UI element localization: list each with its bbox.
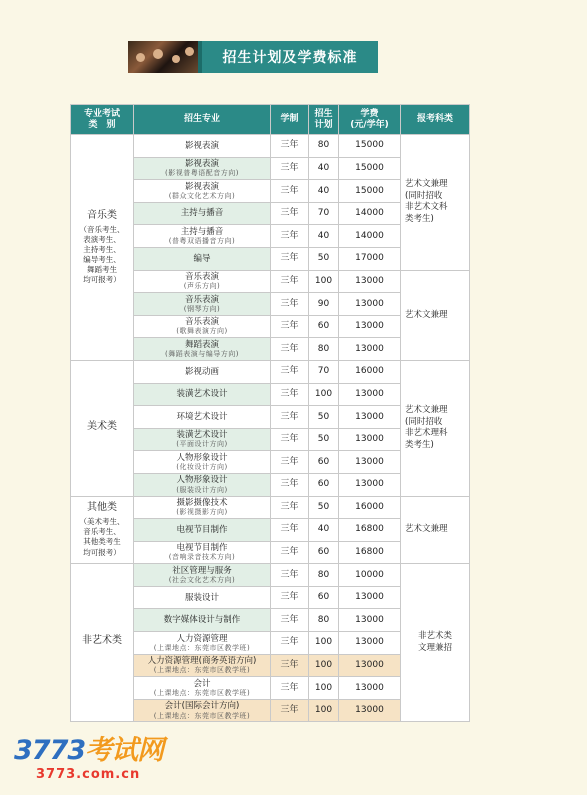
major-cell: 影视表演 (134, 135, 271, 158)
duration-cell: 三年 (271, 360, 309, 383)
header-category: 专业考试 类 别 (71, 105, 134, 135)
fee-cell: 13000 (339, 293, 401, 316)
fee-cell: 13000 (339, 315, 401, 338)
major-cell: 主持与播音 (134, 202, 271, 225)
major-cell: 数字媒体设计与制作 (134, 609, 271, 632)
plan-cell: 100 (309, 270, 339, 293)
table-row (71, 135, 470, 158)
duration-cell: 三年 (271, 473, 309, 496)
fee-cell: 16000 (339, 496, 401, 519)
category-cell-art (71, 360, 134, 496)
plan-cell: 50 (309, 496, 339, 519)
plan-cell: 50 (309, 247, 339, 270)
fee-cell: 13000 (339, 473, 401, 496)
duration-cell: 三年 (271, 270, 309, 293)
major-cell: 人物形象设计 (化妆设计方向) (134, 451, 271, 474)
plan-cell: 40 (309, 157, 339, 180)
major-cell: 装潢艺术设计 (134, 383, 271, 406)
table-row (71, 564, 470, 587)
category-cell-other (71, 496, 134, 564)
plan-cell: 50 (309, 406, 339, 429)
plan-cell: 50 (309, 428, 339, 451)
duration-cell: 三年 (271, 586, 309, 609)
fee-cell: 13000 (339, 383, 401, 406)
category-note: （音乐考生、 表演考生、 主持考生、 编导考生、 舞蹈考生 均可报考） (79, 224, 125, 285)
category-name: 音乐类 (87, 209, 117, 221)
major-cell: 音乐表演 (歌舞表演方向) (134, 315, 271, 338)
major-cell: 环境艺术设计 (134, 406, 271, 429)
fee-cell: 13000 (339, 677, 401, 700)
subject-cell-s5: 非艺术类 文理兼招 (401, 564, 470, 722)
plan-cell: 60 (309, 473, 339, 496)
plan-cell: 70 (309, 360, 339, 383)
fee-cell: 13000 (339, 654, 401, 677)
major-cell: 社区管理与服务 (社会文化艺术方向) (134, 564, 271, 587)
major-cell: 人力资源管理 (上课地点：东莞市区教学班) (134, 632, 271, 655)
header-duration: 学制 (271, 105, 309, 135)
duration-cell: 三年 (271, 135, 309, 158)
enrollment-table (70, 104, 470, 722)
major-cell: 编导 (134, 247, 271, 270)
plan-cell: 60 (309, 451, 339, 474)
duration-cell: 三年 (271, 225, 309, 248)
page-title: 招生计划及学费标准 (198, 41, 378, 73)
category-note: （美术考生、 音乐考生、 其他类考生 均可报考） (79, 517, 125, 557)
major-cell: 人力资源管理(商务英语方向) (上课地点：东莞市区教学班) (134, 654, 271, 677)
fee-cell: 15000 (339, 180, 401, 203)
subject-cell-s2: 艺术文兼理 (401, 270, 470, 360)
fee-cell: 10000 (339, 564, 401, 587)
header-banner (128, 41, 378, 73)
duration-cell: 三年 (271, 157, 309, 180)
table-row (71, 496, 470, 519)
duration-cell: 三年 (271, 406, 309, 429)
duration-cell: 三年 (271, 677, 309, 700)
subject-cell-s1: 艺术文兼理 (同时招收 非艺术文科 类考生) (401, 135, 470, 271)
plan-cell: 60 (309, 586, 339, 609)
plan-cell: 100 (309, 383, 339, 406)
major-cell: 电视节目制作 (音响录音技术方向) (134, 541, 271, 564)
fee-cell: 16800 (339, 541, 401, 564)
duration-cell: 三年 (271, 451, 309, 474)
header-fee: 学费 (元/学年) (339, 105, 401, 135)
plan-cell: 60 (309, 541, 339, 564)
plan-cell: 90 (309, 293, 339, 316)
duration-cell: 三年 (271, 293, 309, 316)
duration-cell: 三年 (271, 202, 309, 225)
plan-cell: 100 (309, 632, 339, 655)
plan-cell: 60 (309, 315, 339, 338)
major-cell: 音乐表演 (声乐方向) (134, 270, 271, 293)
plan-cell: 100 (309, 654, 339, 677)
plan-cell: 40 (309, 225, 339, 248)
major-cell: 摄影摄像技术 (影视摄影方向) (134, 496, 271, 519)
plan-cell: 80 (309, 135, 339, 158)
fee-cell: 16800 (339, 519, 401, 542)
site-watermark (14, 728, 163, 782)
subject-cell-s4: 艺术文兼理 (401, 496, 470, 564)
major-cell: 电视节目制作 (134, 519, 271, 542)
major-cell: 影视表演 (影视普粤语配音方向) (134, 157, 271, 180)
header-subject: 报考科类 (401, 105, 470, 135)
duration-cell: 三年 (271, 383, 309, 406)
watermark-brand-b: 考试网 (85, 735, 164, 766)
fee-cell: 13000 (339, 428, 401, 451)
major-cell: 影视动画 (134, 360, 271, 383)
category-cell-nonart (71, 564, 134, 722)
plan-cell: 100 (309, 699, 339, 722)
duration-cell: 三年 (271, 541, 309, 564)
fee-cell: 13000 (339, 451, 401, 474)
major-cell: 会计 (上课地点：东莞市区教学班) (134, 677, 271, 700)
duration-cell: 三年 (271, 609, 309, 632)
banner-photo (128, 41, 198, 73)
fee-cell: 14000 (339, 225, 401, 248)
duration-cell: 三年 (271, 699, 309, 722)
major-cell: 服装设计 (134, 586, 271, 609)
fee-cell: 13000 (339, 338, 401, 361)
fee-cell: 16000 (339, 360, 401, 383)
plan-cell: 80 (309, 338, 339, 361)
duration-cell: 三年 (271, 496, 309, 519)
subject-cell-s3: 艺术文兼理 (同时招收 非艺术理科 类考生) (401, 360, 470, 496)
plan-cell: 70 (309, 202, 339, 225)
fee-cell: 15000 (339, 135, 401, 158)
table-header-row (71, 105, 470, 135)
major-cell: 舞蹈表演 (舞蹈表演与编导方向) (134, 338, 271, 361)
major-cell: 音乐表演 (钢琴方向) (134, 293, 271, 316)
major-cell: 主持与播音 (普粤双语播音方向) (134, 225, 271, 248)
major-cell: 影视表演 (群众文化艺术方向) (134, 180, 271, 203)
duration-cell: 三年 (271, 519, 309, 542)
duration-cell: 三年 (271, 564, 309, 587)
duration-cell: 三年 (271, 654, 309, 677)
category-name: 美术类 (87, 420, 117, 432)
fee-cell: 13000 (339, 586, 401, 609)
fee-cell: 13000 (339, 270, 401, 293)
plan-cell: 80 (309, 609, 339, 632)
watermark-brand-a: 3773 (14, 735, 86, 766)
fee-cell: 15000 (339, 157, 401, 180)
watermark-url: 3773.com.cn (36, 767, 141, 782)
plan-cell: 40 (309, 180, 339, 203)
header-major: 招生专业 (134, 105, 271, 135)
duration-cell: 三年 (271, 338, 309, 361)
plan-cell: 80 (309, 564, 339, 587)
duration-cell: 三年 (271, 315, 309, 338)
table-row (71, 360, 470, 383)
major-cell: 人物形象设计 (服装设计方向) (134, 473, 271, 496)
fee-cell: 13000 (339, 632, 401, 655)
plan-cell: 40 (309, 519, 339, 542)
fee-cell: 13000 (339, 609, 401, 632)
duration-cell: 三年 (271, 180, 309, 203)
duration-cell: 三年 (271, 632, 309, 655)
plan-cell: 100 (309, 677, 339, 700)
fee-cell: 13000 (339, 406, 401, 429)
fee-cell: 17000 (339, 247, 401, 270)
header-plan: 招生 计划 (309, 105, 339, 135)
fee-cell: 13000 (339, 699, 401, 722)
category-name: 其他类 (87, 502, 117, 514)
category-cell-music (71, 135, 134, 361)
major-cell: 会计(国际会计方向) (上课地点：东莞市区教学班) (134, 699, 271, 722)
fee-cell: 14000 (339, 202, 401, 225)
major-cell: 装潢艺术设计 (平面设计方向) (134, 428, 271, 451)
category-name: 非艺术类 (82, 635, 122, 647)
duration-cell: 三年 (271, 428, 309, 451)
duration-cell: 三年 (271, 247, 309, 270)
